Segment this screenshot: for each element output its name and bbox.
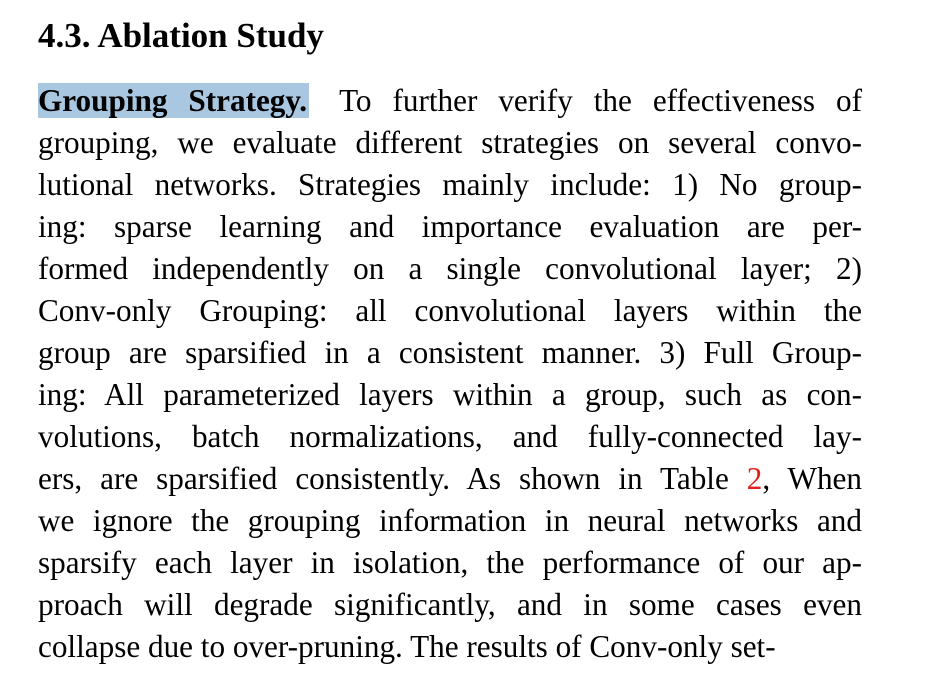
paragraph-line: [38, 80, 862, 122]
paragraph-line: lutional networks. Strategies mainly include: 1) No group-: [38, 167, 862, 202]
section-heading: 4.3. Ablation Study: [38, 16, 324, 55]
paragraph-text: , When: [762, 461, 862, 496]
paragraph-line: ing: All parameterized layers within a group, such as con-: [38, 377, 862, 412]
paragraph-line: [38, 458, 862, 500]
paragraph-line: formed independently on a single convolutional layer; 2): [38, 251, 862, 286]
table-reference-link[interactable]: 2: [746, 461, 763, 496]
paragraph-text: ers, are sparsified consistently. As shown in Table: [38, 461, 729, 496]
paragraph-line: ing: sparse learning and importance evaluation are per-: [38, 209, 862, 244]
paragraph-line: sparsify each layer in isolation, the performance of our ap-: [38, 545, 862, 580]
paragraph-line: group are sparsified in a consistent manner. 3) Full Group-: [38, 335, 862, 370]
paragraph-line: proach will degrade significantly, and in some cases even: [38, 587, 862, 622]
paragraph-line: we ignore the grouping information in neural networks and: [38, 503, 862, 538]
paragraph: [38, 80, 862, 668]
paragraph-line: grouping, we evaluate different strategies on several convo-: [38, 125, 862, 160]
paragraph-line: volutions, batch normalizations, and fully-connected lay-: [38, 419, 862, 454]
paragraph-title: Grouping Strategy.: [38, 83, 308, 118]
paragraph-text: To further verify the effectiveness of: [339, 83, 862, 118]
paragraph-line: Conv-only Grouping: all convolutional layers within the: [38, 293, 862, 328]
paragraph-line: collapse due to over-pruning. The results of Conv-only set-: [38, 629, 776, 664]
